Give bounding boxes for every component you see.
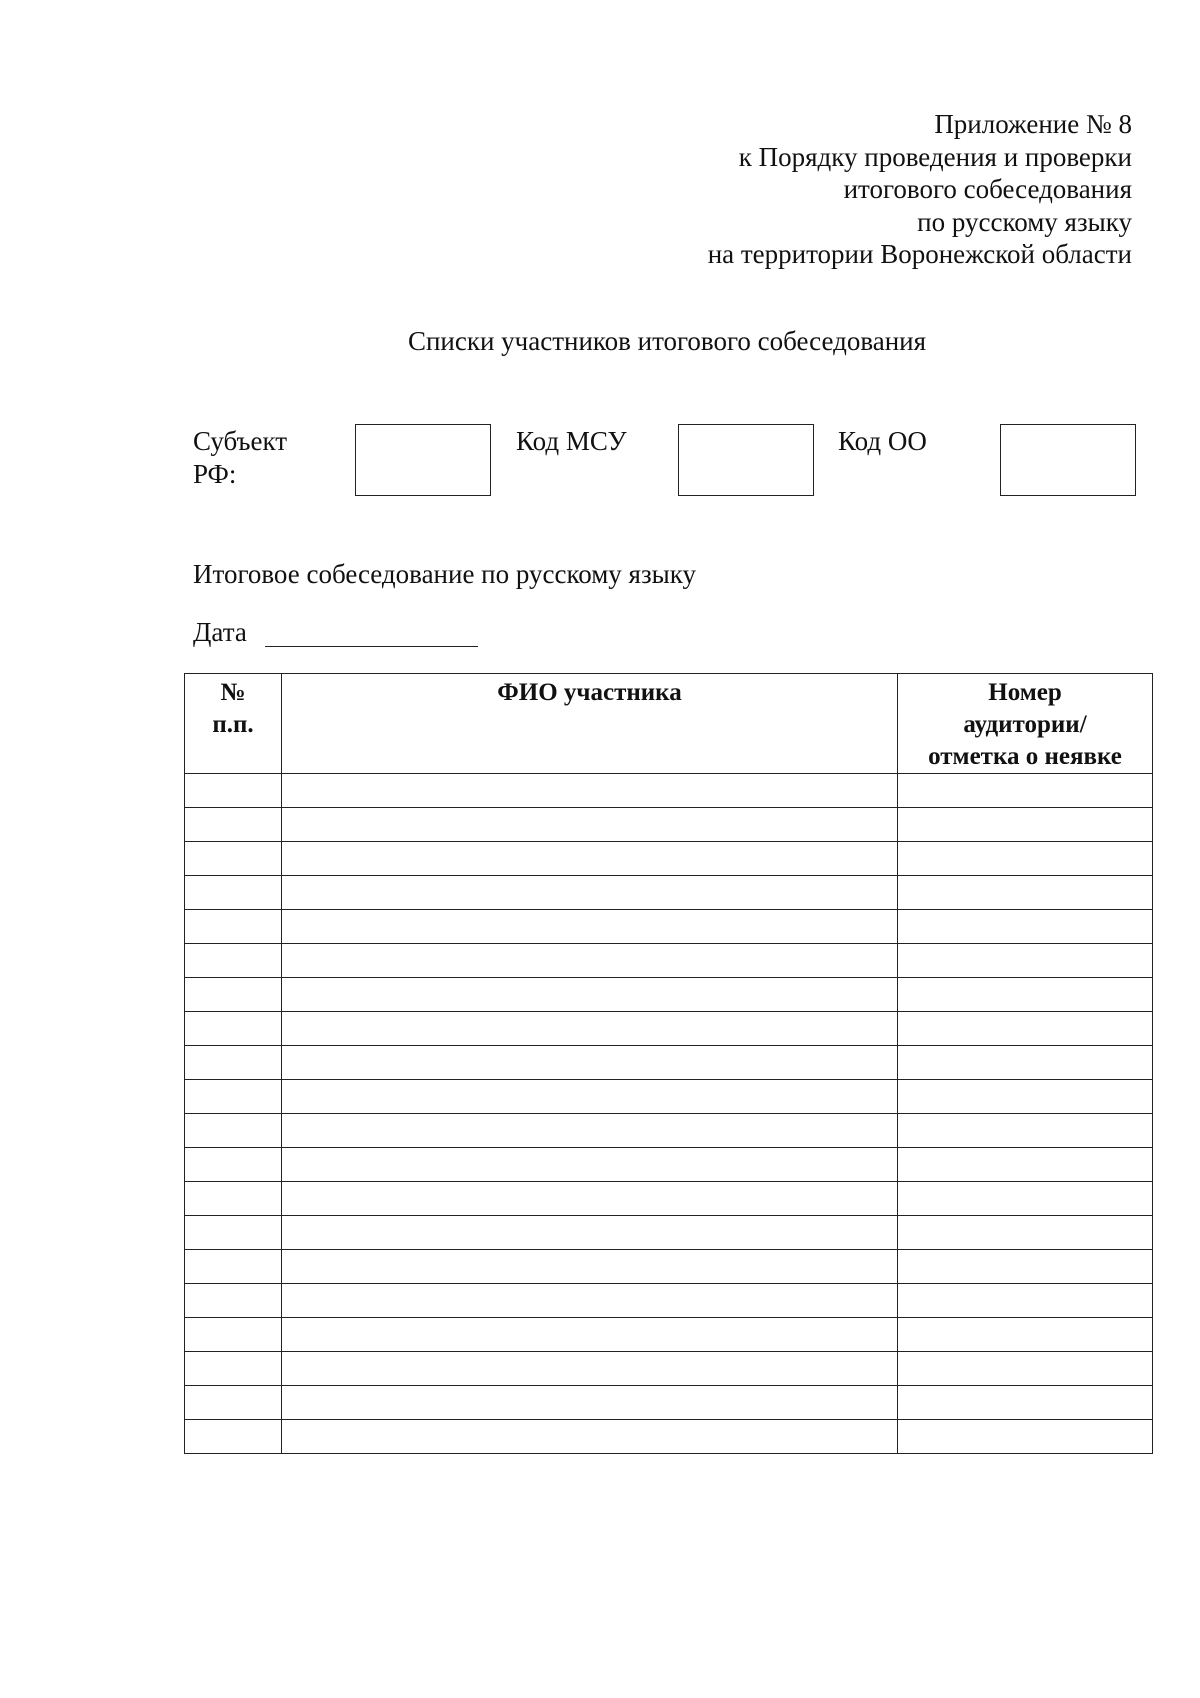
full-name-cell[interactable]	[282, 1250, 898, 1284]
row-number-cell[interactable]	[185, 808, 282, 842]
row-number-cell[interactable]	[185, 1216, 282, 1250]
row-number-cell[interactable]	[185, 1080, 282, 1114]
row-number-cell[interactable]	[185, 1046, 282, 1080]
full-name-cell[interactable]	[282, 1420, 898, 1454]
full-name-cell[interactable]	[282, 1080, 898, 1114]
room-cell[interactable]	[898, 876, 1153, 910]
row-number-cell[interactable]	[185, 1284, 282, 1318]
oo-code-label: Код ОО	[838, 426, 927, 456]
header-room-line: аудитории/	[963, 711, 1087, 738]
room-cell[interactable]	[898, 944, 1153, 978]
header-full-name	[282, 674, 898, 774]
table-row	[185, 1352, 1153, 1386]
appendix-line: к Порядку проведения и проверки	[738, 141, 1132, 172]
appendix-header	[532, 108, 1132, 271]
row-number-cell[interactable]	[185, 1318, 282, 1352]
table-row	[185, 1250, 1153, 1284]
table-row	[185, 1012, 1153, 1046]
full-name-cell[interactable]	[282, 1352, 898, 1386]
header-number-line: п.п.	[212, 711, 254, 738]
row-number-cell[interactable]	[185, 1114, 282, 1148]
row-number-cell[interactable]	[185, 910, 282, 944]
row-number-cell[interactable]	[185, 842, 282, 876]
room-cell[interactable]	[898, 1250, 1153, 1284]
table-body	[185, 774, 1153, 1454]
date-field[interactable]	[265, 646, 478, 647]
row-number-cell[interactable]	[185, 944, 282, 978]
row-number-cell[interactable]	[185, 1012, 282, 1046]
room-cell[interactable]	[898, 1318, 1153, 1352]
room-cell[interactable]	[898, 1148, 1153, 1182]
subject-code-box[interactable]	[355, 424, 491, 496]
room-cell[interactable]	[898, 808, 1153, 842]
exam-subject-line: Итоговое собеседование по русскому языку	[193, 559, 697, 589]
full-name-cell[interactable]	[282, 774, 898, 808]
room-cell[interactable]	[898, 910, 1153, 944]
appendix-line: по русскому языку	[917, 206, 1132, 237]
full-name-cell[interactable]	[282, 1386, 898, 1420]
full-name-cell[interactable]	[282, 876, 898, 910]
full-name-cell[interactable]	[282, 1148, 898, 1182]
row-number-cell[interactable]	[185, 876, 282, 910]
appendix-line: на территории Воронежской области	[707, 239, 1132, 269]
table-row	[185, 1318, 1153, 1352]
table-row	[185, 944, 1153, 978]
header-number-line: №	[220, 679, 246, 706]
room-cell[interactable]	[898, 1080, 1153, 1114]
full-name-cell[interactable]	[282, 1216, 898, 1250]
room-cell[interactable]	[898, 1216, 1153, 1250]
subject-label	[193, 425, 287, 491]
room-cell[interactable]	[898, 1420, 1153, 1454]
date-label: Дата	[193, 617, 247, 647]
row-number-cell[interactable]	[185, 1420, 282, 1454]
table-row	[185, 978, 1153, 1012]
full-name-cell[interactable]	[282, 1318, 898, 1352]
room-cell[interactable]	[898, 1386, 1153, 1420]
msu-code-box[interactable]	[678, 424, 814, 496]
table-row	[185, 808, 1153, 842]
row-number-cell[interactable]	[185, 1250, 282, 1284]
full-name-cell[interactable]	[282, 842, 898, 876]
room-cell[interactable]	[898, 842, 1153, 876]
row-number-cell[interactable]	[185, 1386, 282, 1420]
full-name-cell[interactable]	[282, 1046, 898, 1080]
full-name-cell[interactable]	[282, 944, 898, 978]
table-row	[185, 1080, 1153, 1114]
oo-code-box[interactable]	[1000, 424, 1136, 496]
full-name-cell[interactable]	[282, 1182, 898, 1216]
header-room-line: отметка о неявке	[928, 743, 1122, 770]
room-cell[interactable]	[898, 1114, 1153, 1148]
full-name-cell[interactable]	[282, 1012, 898, 1046]
row-number-cell[interactable]	[185, 1182, 282, 1216]
full-name-cell[interactable]	[282, 808, 898, 842]
full-name-cell[interactable]	[282, 1114, 898, 1148]
header-full-name-text: ФИО участника	[497, 679, 682, 706]
room-cell[interactable]	[898, 1012, 1153, 1046]
appendix-line: Приложение № 8	[934, 109, 1132, 139]
msu-code-label: Код МСУ	[516, 426, 627, 456]
full-name-cell[interactable]	[282, 910, 898, 944]
subject-label-line: РФ:	[193, 459, 237, 489]
row-number-cell[interactable]	[185, 1352, 282, 1386]
header-room	[898, 674, 1153, 774]
table-row	[185, 1420, 1153, 1454]
room-cell[interactable]	[898, 1352, 1153, 1386]
room-cell[interactable]	[898, 978, 1153, 1012]
row-number-cell[interactable]	[185, 774, 282, 808]
table-row	[185, 1114, 1153, 1148]
table-row	[185, 1148, 1153, 1182]
table-row	[185, 1386, 1153, 1420]
table-row	[185, 1284, 1153, 1318]
table-row	[185, 774, 1153, 808]
row-number-cell[interactable]	[185, 978, 282, 1012]
table-row	[185, 1046, 1153, 1080]
room-cell[interactable]	[898, 1046, 1153, 1080]
room-cell[interactable]	[898, 774, 1153, 808]
table-row	[185, 910, 1153, 944]
page-title: Списки участников итогового собеседования	[407, 326, 927, 356]
header-number	[185, 674, 282, 774]
appendix-line: итогового собеседования	[843, 174, 1132, 204]
subject-label-line: Субъект	[193, 426, 288, 456]
row-number-cell[interactable]	[185, 1148, 282, 1182]
table-row	[185, 1216, 1153, 1250]
header-room-line: Номер	[988, 679, 1062, 706]
full-name-cell[interactable]	[282, 1284, 898, 1318]
table-header-row	[185, 674, 1153, 774]
room-cell[interactable]	[898, 1182, 1153, 1216]
full-name-cell[interactable]	[282, 978, 898, 1012]
participants-table	[184, 673, 1153, 1454]
room-cell[interactable]	[898, 1284, 1153, 1318]
table-row	[185, 842, 1153, 876]
table-row	[185, 876, 1153, 910]
table-row	[185, 1182, 1153, 1216]
